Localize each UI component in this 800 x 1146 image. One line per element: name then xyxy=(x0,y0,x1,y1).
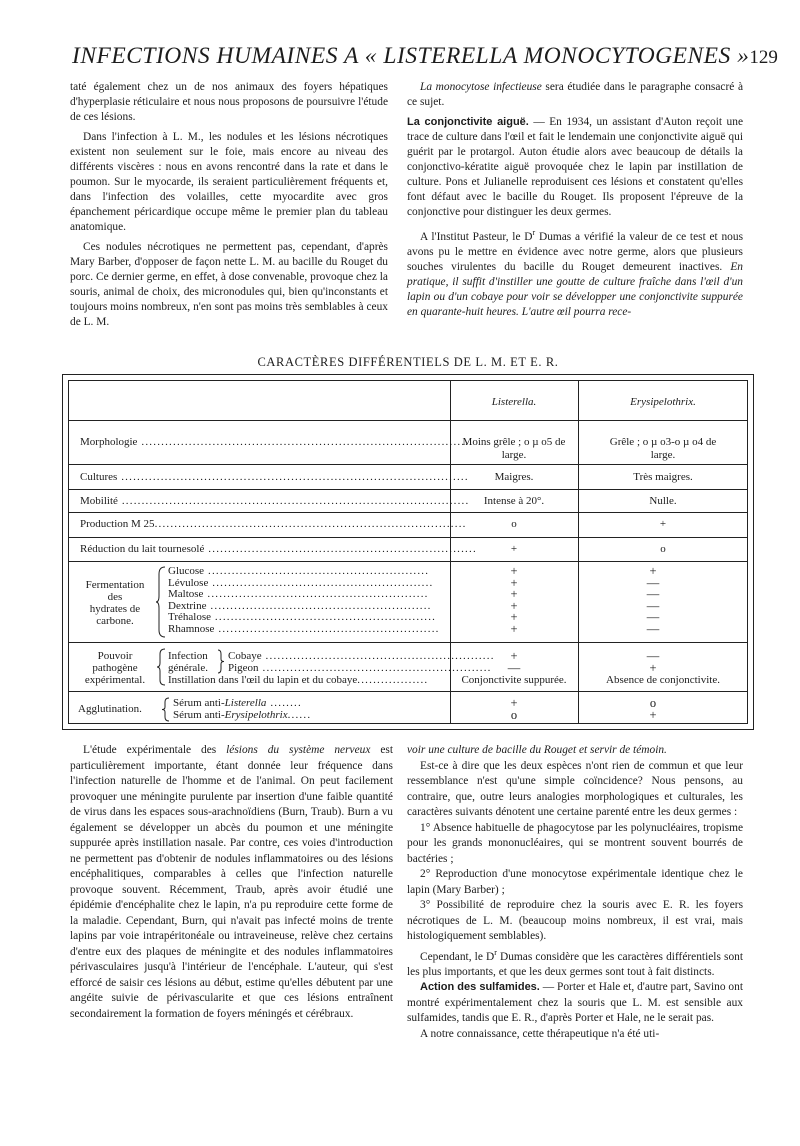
label-line: pathogène xyxy=(92,662,138,674)
value: + xyxy=(510,575,518,590)
label-text: Sérum anti- xyxy=(173,709,225,721)
value: + xyxy=(510,696,518,710)
value: o xyxy=(510,707,518,722)
row-label-agglutination: Agglutination. xyxy=(78,703,142,715)
table-rule xyxy=(68,642,748,643)
value: + xyxy=(510,564,518,578)
value: + xyxy=(510,649,518,663)
label-line: des xyxy=(107,591,123,603)
value: + xyxy=(649,564,657,578)
value: + xyxy=(510,621,518,636)
row-label-morphologie xyxy=(80,436,474,449)
text: — En 1934, un assistant d'Auton reçoit une trace de culture dans l'œil et fait le lendemain une conjonctivite aiguë qui guérit par le protargol. Auton étudie alors avec beaucoup de détails la conjonctivo-kératite aiguë provoquée chez le lapin par instillation de culture. Pons et Julianelle reproduisent ces lésions et constatent qu'elles font défaut avec le bacille du Rouget. Ils proposent l'épreuve de la conjonctive pour distinguer les deux germes. xyxy=(407,116,744,218)
paragraph xyxy=(407,80,743,110)
leader-dots: .................. xyxy=(357,674,429,686)
label-text: Production M 25 xyxy=(80,518,155,530)
leader-dots: ........................................................ xyxy=(203,588,429,600)
cell-line: Moins grêle ; o µ o5 de xyxy=(462,436,566,448)
table-caption: CARACTÈRES DIFFÉRENTIELS DE L. M. ET E. R. xyxy=(257,355,559,369)
label-text: Dextrine xyxy=(168,599,207,612)
value: — xyxy=(646,621,660,636)
label-line: expérimental. xyxy=(84,674,146,686)
host-item xyxy=(228,662,492,674)
cell-erysipelothrix: Très maigres. xyxy=(633,471,693,483)
serum-item xyxy=(173,709,448,721)
superscript: r xyxy=(532,228,536,237)
table-rule xyxy=(68,537,748,538)
leader-dots: .......................................................... xyxy=(261,650,495,662)
cell-listerella: Intense à 20°. xyxy=(483,495,545,507)
column-header-erysipelothrix: Erysipelothrix. xyxy=(630,396,696,408)
agglutination-erysipelothrix-values xyxy=(638,698,668,721)
paragraph xyxy=(70,743,393,1022)
cell-listerella xyxy=(450,436,578,461)
running-title: INFECTIONS HUMAINES A « LISTERELLA MONOCYTOGENES » xyxy=(72,43,750,69)
section-heading: Action des sulfamides. xyxy=(420,981,540,994)
value: + xyxy=(510,587,518,601)
label-text: Réduction du lait tournesolé xyxy=(80,543,205,555)
sugar-list xyxy=(168,566,448,635)
paragraph: taté également chez un de nos animaux des foyers hépatiques d'hyperplasie réticulaire et nous nous proposons de poursuivre l'étude de ces lésions. xyxy=(70,81,388,123)
page-number: 129 xyxy=(749,47,778,68)
value: — xyxy=(646,575,660,590)
value: — xyxy=(646,610,660,624)
leader-dots: ........................................................ xyxy=(210,611,437,623)
label-line: hydrates de xyxy=(89,603,141,615)
row-label-pouvoir xyxy=(74,650,156,686)
row-label-reduction xyxy=(80,543,477,556)
label-text: Maltose xyxy=(168,588,204,600)
row-label-fermentation xyxy=(74,579,156,627)
label-line: carbone. xyxy=(96,615,134,627)
leader-dots: ........................................................ xyxy=(204,565,430,577)
leader-dots: .................................................................................... xyxy=(137,436,474,448)
label-line: Pouvoir xyxy=(97,650,133,662)
value: + xyxy=(510,610,518,624)
text: L'étude expérimentale des xyxy=(83,744,227,756)
text: sera étudiée dans le paragraphe consacré à ce sujet. xyxy=(407,81,744,108)
row-label-production xyxy=(80,518,467,531)
label-text: Glucose xyxy=(168,565,205,577)
label-text: Instillation dans l'œil du lapin et du cobaye xyxy=(168,674,358,686)
paragraph: 2° Reproduction d'une monocytose expérimentale identique chez le lapin (Mary Barber) ; xyxy=(407,868,743,896)
value: + xyxy=(649,660,657,675)
serum-list xyxy=(173,697,448,721)
section-heading: La conjonctivite aiguë. xyxy=(407,116,529,128)
top-left-column xyxy=(70,80,388,330)
cell-line: large. xyxy=(501,448,527,461)
leader-dots: ........................................................ xyxy=(208,576,434,589)
cell-erysipelothrix xyxy=(578,436,748,461)
value: — xyxy=(646,649,660,663)
paragraph xyxy=(407,225,743,320)
running-header xyxy=(72,43,778,79)
label-line: Fermentation xyxy=(85,579,145,591)
paragraph: 3° Possibilité de reproduire chez la souris avec E. R. les foyers nécrotiques de L. M. (beaucoup moins nombreux, il est vrai, mais histologiquement semblables). xyxy=(407,899,743,942)
paragraph: Est-ce à dire que les deux espèces n'ont rien de commun et que leur ressemblance n'est qu'une simple coïncidence? Nous pensons, au contraire, que, outre leurs analogies morphologiques et culturales, les caractères suivants dénotent une certaine parenté entre les deux germes : xyxy=(407,759,743,818)
leader-dots: ........................................................................................ xyxy=(117,471,469,483)
label-text: Mobilité xyxy=(80,495,118,507)
paragraph xyxy=(407,980,743,1027)
label-line: Infection xyxy=(168,650,208,662)
table-rule xyxy=(68,691,748,692)
table-rule xyxy=(68,464,748,465)
value: — xyxy=(507,660,521,675)
cell-line: Grêle ; o µ o3-o µ o4 de xyxy=(609,436,717,448)
brace-icon xyxy=(216,649,225,674)
leader-dots: ........ xyxy=(266,697,302,709)
instillation-label xyxy=(168,674,448,687)
fermentation-erysipelothrix-values xyxy=(638,566,668,635)
italic-text: lésions du système nerveux xyxy=(226,744,371,756)
leader-dots: ........................................................................................ xyxy=(117,495,470,507)
paragraph: A notre connaissance, cette thérapeutique n'a été uti- xyxy=(420,1027,660,1040)
cell-erysipelothrix: Absence de conjonctivite. xyxy=(606,674,720,686)
italic-text: En pratique, il suffit d'instiller une goutte de culture fraîche dans l'œil d'un lapin ou d'un cobaye pour voir se développer une conjonctivite suppurée en quarante-huit heures. L'autre œil pourra rece- xyxy=(407,260,743,318)
leader-dots: ............................................................................... xyxy=(154,518,467,530)
infection-generale-label xyxy=(168,650,208,674)
table-rule xyxy=(68,420,748,421)
leader-dots: ...... xyxy=(287,709,312,721)
label-italic: Erysipelothrix xyxy=(224,709,288,721)
cell-listerella: Conjonctivite suppurée. xyxy=(461,674,567,686)
row-label-mobilite xyxy=(80,495,470,508)
brace-icon xyxy=(155,566,167,638)
paragraph: Dans l'infection à L. M., les nodules et les lésions nécrotiques existent non seulement sur le foie, mais encore au niveau des différents viscères : nous en avons rencontré dans la rate et dans le poumon. Sur le myocarde, ils seraient particulièrement fréquents et, dans l'infection des volailles, cette myocardite avec gros épanchement péricardique occupe même le premier plan du tableau anatomique. xyxy=(70,131,388,233)
value: + xyxy=(510,598,518,613)
table-rule xyxy=(68,561,748,562)
table-rule xyxy=(68,512,748,513)
paragraph: 1° Absence habituelle de phagocytose par les polynucléaires, tropisme pour les grands mononucléaires, qui se montrent souvent bourrés de bactéries ; xyxy=(407,821,743,865)
agglutination-listerella-values xyxy=(499,698,529,721)
cell-erysipelothrix: + xyxy=(659,518,667,530)
row-label-cultures xyxy=(80,471,469,484)
text: Dumas a vérifié la valeur de ce test et nous avons pu le mettre en évidence avec notre germe, alors que plusieurs souches virulentes du bacille du Rouget demeurent inactives. xyxy=(407,230,744,273)
cell-line: large. xyxy=(650,448,676,461)
brace-icon xyxy=(160,697,170,722)
cell-listerella: o xyxy=(511,518,517,530)
value: o xyxy=(649,696,657,710)
pouvoir-listerella-values xyxy=(499,651,529,674)
paragraph: voir une culture de bacille du Rouget et servir de témoin. xyxy=(407,744,667,756)
label-text: Rhamnose xyxy=(168,622,215,635)
cell-listerella: Maigres. xyxy=(494,471,534,483)
host-item xyxy=(228,650,495,662)
table-rule xyxy=(68,489,748,490)
brace-icon xyxy=(156,648,166,686)
fermentation-listerella-values xyxy=(499,566,529,635)
text: A l'Institut Pasteur, le D xyxy=(420,230,533,243)
text: Dumas considère que les caractères différentiels sont les plus importants, et que les deux germes sont tout à fait distincts. xyxy=(407,950,744,978)
sugar-item xyxy=(168,624,448,636)
label-italic: Listerella xyxy=(224,697,267,709)
bottom-left-column xyxy=(70,743,393,1022)
label-text: Pigeon xyxy=(228,662,259,674)
cell-erysipelothrix: Nulle. xyxy=(649,495,677,507)
superscript: r xyxy=(494,947,497,957)
value: + xyxy=(649,707,657,722)
leader-dots: ........................................................ xyxy=(214,622,440,635)
column-header-listerella: Listerella. xyxy=(491,396,537,408)
leader-dots: .................................................................... xyxy=(204,543,477,555)
label-text: Morphologie xyxy=(80,436,138,448)
host-list xyxy=(228,650,495,674)
value: — xyxy=(646,587,660,601)
label-text: Sérum anti- xyxy=(173,697,225,709)
label-text: Lévulose xyxy=(168,576,209,589)
top-right-column xyxy=(407,80,743,320)
text: — Porter et Hale et, d'autre part, Savino ont montré expérimentalement chez la souris que L. M. est sensible aux sulfamides, tandis que E. R., d'après Porter et Hale, ne le serait pas. xyxy=(407,981,743,1025)
paragraph xyxy=(407,115,743,220)
text: Cependant, le D xyxy=(420,950,495,963)
value: — xyxy=(646,598,660,613)
serum-item xyxy=(173,697,448,709)
paragraph: Ces nodules nécrotiques ne permettent pas, cependant, d'après Mary Barber, d'opposer de façon nette L. M. au bacille du Rouget du porc. Ce dernier germe, en effet, à dose convenable, provoque chez la souris, animal de choix, des micronodules qui, bien qu'inconstants et toujours moins nombreux, n'en sont pas moins très semblables à ceux de L. M. xyxy=(70,241,388,328)
pouvoir-erysipelothrix-values xyxy=(638,651,668,674)
label-text: Cultures xyxy=(80,471,118,483)
cell-erysipelothrix: o xyxy=(660,543,666,555)
text: est particulièrement importante, étant donnée leur fréquence dans l'infection naturelle de l'homme et de l'animal. On peut facilement provoquer une méningite purulente par insertion d'une faible quantité de virus dans les espaces sous-arachnoïdiens (Burn, Traub). Burn a vu également se développer un abcès du poumon et une méningite suppurée après instillation nasale. Par contre, ces voies d'introduction ne permettent pas d'obtenir de nodules inflammatoires ou des lésions encéphalitiques, comparables à celles que l'infection naturelle provoque souvent. Récemment, Traub, après avoir étudié une épidémie d'encéphalite chez le lapin, n'a pu reproduire cette forme de la maladie. Cependant, Burn, qui n'avait pas infecté moins de trente lapins par voie intrapéritonéale ou intraveineuse, relève chez certains d'entre eux des plaques de méningite et des nodules inflammatoires périvasculaires jusqu'à l'intérieur de l'encéphale. L'auteur, qui s'est efforcé de saisir ces lésions au début, estime qu'elles débutent par une angéite suivie de périvascularite et que ces lésions entraînent secondairement la formation de foyers méningés et cérébraux. xyxy=(70,744,393,1020)
label-line: générale. xyxy=(168,662,208,674)
cell-listerella: + xyxy=(510,543,518,555)
label-text: Cobaye xyxy=(228,650,262,662)
paragraph xyxy=(407,945,743,981)
leader-dots: .......................................................... xyxy=(258,662,492,674)
label-text: Tréhalose xyxy=(168,611,211,623)
italic-text: La monocytose infectieuse xyxy=(420,81,542,93)
bottom-right-column xyxy=(407,743,743,1042)
leader-dots: ........................................................ xyxy=(206,599,432,612)
